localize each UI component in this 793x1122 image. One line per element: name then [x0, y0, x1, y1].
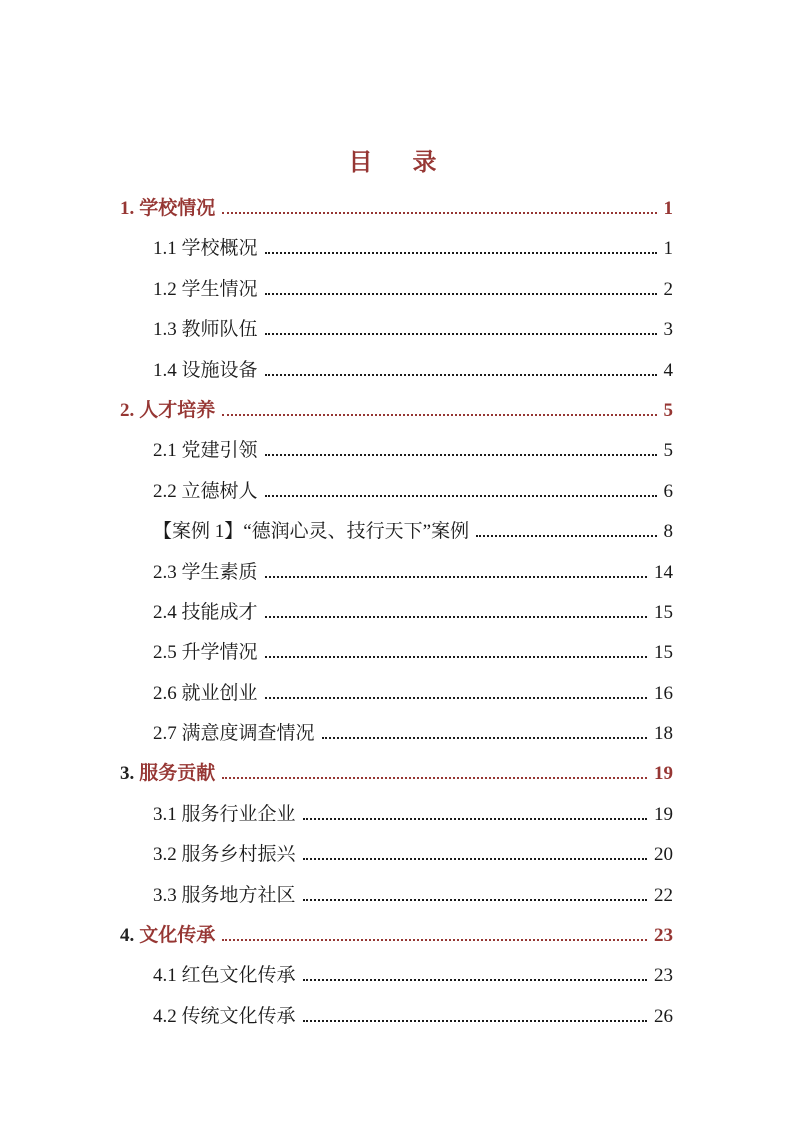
toc-entry-label: 4.1 红色文化传承 [153, 965, 296, 987]
toc-entry-label: 人才培养 [139, 399, 216, 421]
toc-page-number: 26 [654, 1005, 673, 1027]
toc-entry[interactable] [120, 351, 673, 391]
toc-page-number: 14 [654, 561, 673, 583]
toc-page-number: 5 [663, 399, 673, 421]
toc-entry-number: 1. [120, 198, 135, 219]
toc-leader-dots [303, 979, 647, 981]
toc-page-number: 5 [663, 440, 673, 462]
toc-page-number: 22 [654, 884, 673, 906]
toc-page-number: 19 [654, 803, 673, 825]
toc-leader-dots [265, 333, 657, 335]
toc-page-number: 23 [654, 925, 673, 947]
toc-entry[interactable] [120, 997, 673, 1037]
toc-page-number: 19 [654, 763, 673, 785]
toc-entry[interactable] [120, 229, 673, 269]
toc-entry-label: 3.2 服务乡村振兴 [153, 844, 296, 866]
toc-page-number: 18 [654, 723, 673, 745]
toc-page-number: 4 [663, 359, 673, 381]
toc-leader-dots [222, 414, 656, 416]
toc-entry-label: 服务贡献 [139, 763, 216, 785]
toc-leader-dots [265, 576, 647, 578]
toc-entry[interactable] [120, 714, 673, 754]
toc-page-number: 15 [654, 642, 673, 664]
toc-entry-label: 1.3 教师队伍 [153, 319, 258, 341]
toc-leader-dots [303, 858, 647, 860]
toc-page-number: 23 [654, 965, 673, 987]
toc-page-number: 1 [663, 238, 673, 260]
toc-entry[interactable] [120, 795, 673, 835]
toc-leader-dots [265, 495, 657, 497]
toc-entry-label: 2.3 学生素质 [153, 561, 258, 583]
toc-entry[interactable] [120, 391, 673, 431]
toc-entry[interactable] [120, 956, 673, 996]
toc-entry-label: 1.2 学生情况 [153, 278, 258, 300]
toc-entry[interactable] [120, 512, 673, 552]
toc-leader-dots [265, 252, 657, 254]
toc-page-number: 3 [663, 319, 673, 341]
toc-page-number: 15 [654, 601, 673, 623]
toc-page-number: 16 [654, 682, 673, 704]
toc-page-number: 6 [663, 480, 673, 502]
toc-entry-label: 3.1 服务行业企业 [153, 803, 296, 825]
toc-list [120, 189, 673, 1037]
toc-entry[interactable] [120, 310, 673, 350]
toc-page-number: 2 [663, 278, 673, 300]
toc-leader-dots [265, 697, 647, 699]
toc-entry-label: 【案例 1】“德润心灵、技行天下”案例 [153, 521, 470, 543]
toc-title: 目 录 [348, 150, 445, 176]
toc-entry[interactable] [120, 431, 673, 471]
toc-entry[interactable] [120, 593, 673, 633]
toc-entry[interactable] [120, 754, 673, 794]
toc-leader-dots [265, 656, 647, 658]
toc-leader-dots [265, 616, 647, 618]
toc-entry[interactable] [120, 633, 673, 673]
toc-leader-dots [265, 293, 657, 295]
toc-entry-label: 1.4 设施设备 [153, 359, 258, 381]
toc-page-number: 8 [663, 521, 673, 543]
toc-leader-dots [303, 899, 647, 901]
toc-entry-number: 3. [120, 763, 135, 785]
toc-leader-dots [265, 454, 657, 456]
toc-entry-label: 4.2 传统文化传承 [153, 1005, 296, 1027]
toc-entry-label: 2.4 技能成才 [153, 601, 258, 623]
toc-entry-label: 2.6 就业创业 [153, 682, 258, 704]
toc-leader-dots [476, 535, 656, 537]
toc-entry-label: 文化传承 [139, 925, 216, 947]
toc-entry-label: 1.1 学校概况 [153, 238, 258, 260]
toc-entry[interactable] [120, 916, 673, 956]
toc-entry-number: 2. [120, 399, 135, 421]
toc-entry-label: 学校情况 [139, 198, 216, 219]
toc-entry[interactable] [120, 189, 673, 229]
toc-entry-label: 2.1 党建引领 [153, 440, 258, 462]
toc-leader-dots [222, 777, 647, 779]
toc-leader-dots [265, 374, 657, 376]
toc-entry-label: 3.3 服务地方社区 [153, 884, 296, 906]
toc-leader-dots [222, 939, 647, 941]
toc-page-number: 20 [654, 844, 673, 866]
toc-leader-dots [222, 212, 656, 214]
toc-page-number: 1 [663, 198, 673, 219]
toc-entry[interactable] [120, 553, 673, 593]
toc-entry[interactable] [120, 674, 673, 714]
toc-entry[interactable] [120, 472, 673, 512]
toc-entry[interactable] [120, 270, 673, 310]
toc-entry[interactable] [120, 876, 673, 916]
toc-leader-dots [322, 737, 647, 739]
toc-entry[interactable] [120, 835, 673, 875]
toc-entry-number: 4. [120, 925, 135, 947]
toc-entry-label: 2.5 升学情况 [153, 642, 258, 664]
toc-leader-dots [303, 818, 647, 820]
toc-leader-dots [303, 1020, 647, 1022]
toc-entry-label: 2.7 满意度调查情况 [153, 723, 315, 745]
toc-entry-label: 2.2 立德树人 [153, 480, 258, 502]
